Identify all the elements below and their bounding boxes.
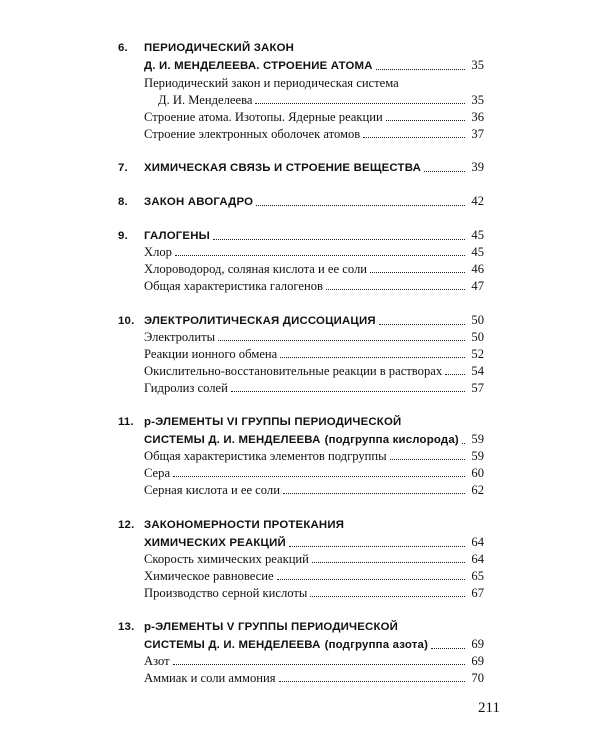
leader-dots (376, 69, 465, 70)
page-number: 65 (471, 569, 484, 583)
page-number: 42 (471, 194, 484, 208)
toc-entry[interactable] (144, 329, 484, 345)
leader-dots (280, 357, 465, 358)
page-number: 47 (471, 279, 484, 293)
toc-section-12-heading[interactable] (118, 517, 484, 533)
leader-dots (277, 579, 465, 580)
entry-title: Общая характеристика элементов подгруппы (144, 449, 387, 463)
toc-entry[interactable] (144, 278, 484, 294)
leader-dots (218, 340, 465, 341)
page-number: 59 (471, 449, 484, 463)
toc-entry[interactable] (144, 482, 484, 498)
leader-dots (289, 546, 465, 547)
toc-entry[interactable] (144, 585, 484, 601)
leader-dots (431, 648, 465, 649)
leader-dots (326, 289, 465, 290)
page-number: 50 (471, 330, 484, 344)
section-note: (подгруппа азота) (324, 639, 429, 651)
entry-title: Гидролиз солей (144, 381, 228, 395)
page-number: 64 (471, 552, 484, 566)
page-number: 45 (471, 245, 484, 259)
section-title: р-ЭЛЕМЕНТЫ V ГРУППЫ ПЕРИОДИЧЕСКОЙ (144, 621, 399, 633)
toc-entry[interactable] (144, 346, 484, 362)
leader-dots (310, 596, 465, 597)
page-number: 35 (471, 58, 484, 72)
toc-section-10-heading[interactable] (118, 312, 484, 329)
page-number: 69 (471, 637, 484, 651)
page-number: 46 (471, 262, 484, 276)
entry-title: Строение электронных оболочек атомов (144, 127, 361, 141)
entry-title: Строение атома. Изотопы. Ядерные реакции (144, 110, 383, 124)
leader-dots (370, 272, 465, 273)
leader-dots (175, 255, 465, 256)
toc-section-11-heading[interactable] (118, 414, 484, 430)
toc-entry[interactable] (144, 568, 484, 584)
leader-dots (363, 137, 465, 138)
page-number: 50 (471, 313, 484, 327)
toc-section-13-heading[interactable] (118, 619, 484, 635)
section-title-cont: СИСТЕМЫ Д. И. МЕНДЕЛЕЕВА (144, 639, 321, 651)
toc-entry[interactable] (144, 126, 484, 142)
section-number: 13. (118, 621, 135, 633)
entry-title-cont: Д. И. Менделеева (158, 93, 253, 107)
page-number: 39 (471, 160, 484, 174)
leader-dots (386, 120, 465, 121)
leader-dots (255, 103, 465, 104)
section-note: (подгруппа кислорода) (324, 434, 459, 446)
entry-title: Хлороводород, соляная кислота и ее соли (144, 262, 367, 276)
leader-dots (424, 171, 465, 172)
page-number: 60 (471, 466, 484, 480)
leader-dots (379, 324, 465, 325)
page-number: 59 (471, 432, 484, 446)
leader-dots (283, 493, 465, 494)
leader-dots (462, 443, 465, 444)
page-number: 54 (471, 364, 484, 378)
toc-section-8-heading[interactable] (118, 193, 484, 210)
page-number: 64 (471, 535, 484, 549)
section-number: 9. (118, 230, 128, 242)
section-number: 6. (118, 42, 128, 54)
entry-title: Производство серной кислоты (144, 586, 308, 600)
page-number: 70 (471, 671, 484, 685)
leader-dots (279, 681, 465, 682)
page-number: 52 (471, 347, 484, 361)
toc-entry[interactable] (144, 448, 484, 464)
entry-title: Сера (144, 466, 171, 480)
page-number: 37 (471, 127, 484, 141)
toc-entry[interactable] (144, 109, 484, 125)
leader-dots (213, 239, 465, 240)
section-title-cont: СИСТЕМЫ Д. И. МЕНДЕЛЕЕВА (144, 434, 321, 446)
toc-entry[interactable] (144, 363, 484, 379)
section-title-cont: Д. И. МЕНДЕЛЕЕВА. СТРОЕНИЕ АТОМА (144, 60, 373, 72)
section-title: ЗАКОНОМЕРНОСТИ ПРОТЕКАНИЯ (144, 519, 345, 531)
section-number: 12. (118, 519, 135, 531)
toc-entry[interactable] (144, 670, 484, 686)
page-number: 67 (471, 586, 484, 600)
footer-page-number: 211 (478, 700, 500, 716)
page-number: 69 (471, 654, 484, 668)
page-number: 36 (471, 110, 484, 124)
section-number: 10. (118, 315, 135, 327)
section-number: 11. (118, 416, 134, 428)
entry-title: Аммиак и соли аммония (144, 671, 276, 685)
leader-dots (390, 459, 465, 460)
section-title: ЗАКОН АВОГАДРО (144, 196, 254, 208)
leader-dots (173, 664, 465, 665)
page-number: 57 (471, 381, 484, 395)
section-title: р-ЭЛЕМЕНТЫ VI ГРУППЫ ПЕРИОДИЧЕСКОЙ (144, 416, 402, 428)
entry-title: Реакции ионного обмена (144, 347, 278, 361)
section-number: 8. (118, 196, 128, 208)
section-title-cont: ХИМИЧЕСКИХ РЕАКЦИЙ (144, 537, 286, 549)
toc-entry[interactable] (144, 380, 484, 396)
toc-entry[interactable] (144, 465, 484, 481)
toc-section-6-heading[interactable] (118, 40, 484, 56)
entry-title: Общая характеристика галогенов (144, 279, 323, 293)
entry-title: Хлор (144, 245, 172, 259)
toc-entry[interactable] (144, 534, 484, 551)
leader-dots (312, 562, 465, 563)
toc-entry[interactable] (144, 636, 484, 653)
page-number: 62 (471, 483, 484, 497)
section-title: ПЕРИОДИЧЕСКИЙ ЗАКОН (144, 42, 295, 54)
section-title: ХИМИЧЕСКАЯ СВЯЗЬ И СТРОЕНИЕ ВЕЩЕСТВА (144, 162, 422, 174)
toc-entry[interactable] (144, 431, 484, 448)
entry-title: Серная кислота и ее соли (144, 483, 280, 497)
leader-dots (231, 391, 465, 392)
section-title: ЭЛЕКТРОЛИТИЧЕСКАЯ ДИССОЦИАЦИЯ (144, 315, 376, 327)
toc-entry[interactable] (144, 261, 484, 277)
toc-entry[interactable] (158, 92, 484, 108)
section-title: ГАЛОГЕНЫ (144, 230, 210, 242)
entry-title: Скорость химических реакций (144, 552, 309, 566)
toc-entry[interactable] (144, 551, 484, 567)
toc-section-7-heading[interactable] (118, 159, 484, 176)
leader-dots (256, 205, 465, 206)
toc-entry[interactable] (144, 653, 484, 669)
entry-title: Окислительно-восстановительные реакции в растворах (144, 364, 443, 378)
entry-title: Электролиты (144, 330, 216, 344)
entry-title: Химическое равновесие (144, 569, 274, 583)
page-number: 35 (471, 93, 484, 107)
section-number: 7. (118, 162, 128, 174)
toc-section-9-heading[interactable] (118, 227, 484, 244)
leader-dots (173, 476, 465, 477)
leader-dots (445, 374, 465, 375)
toc-entry[interactable] (144, 57, 484, 74)
toc-entry[interactable] (144, 244, 484, 260)
entry-title: Азот (144, 654, 170, 668)
entry-title: Периодический закон и периодическая система (144, 76, 399, 90)
page-number: 45 (471, 228, 484, 242)
toc-entry[interactable] (144, 75, 484, 91)
